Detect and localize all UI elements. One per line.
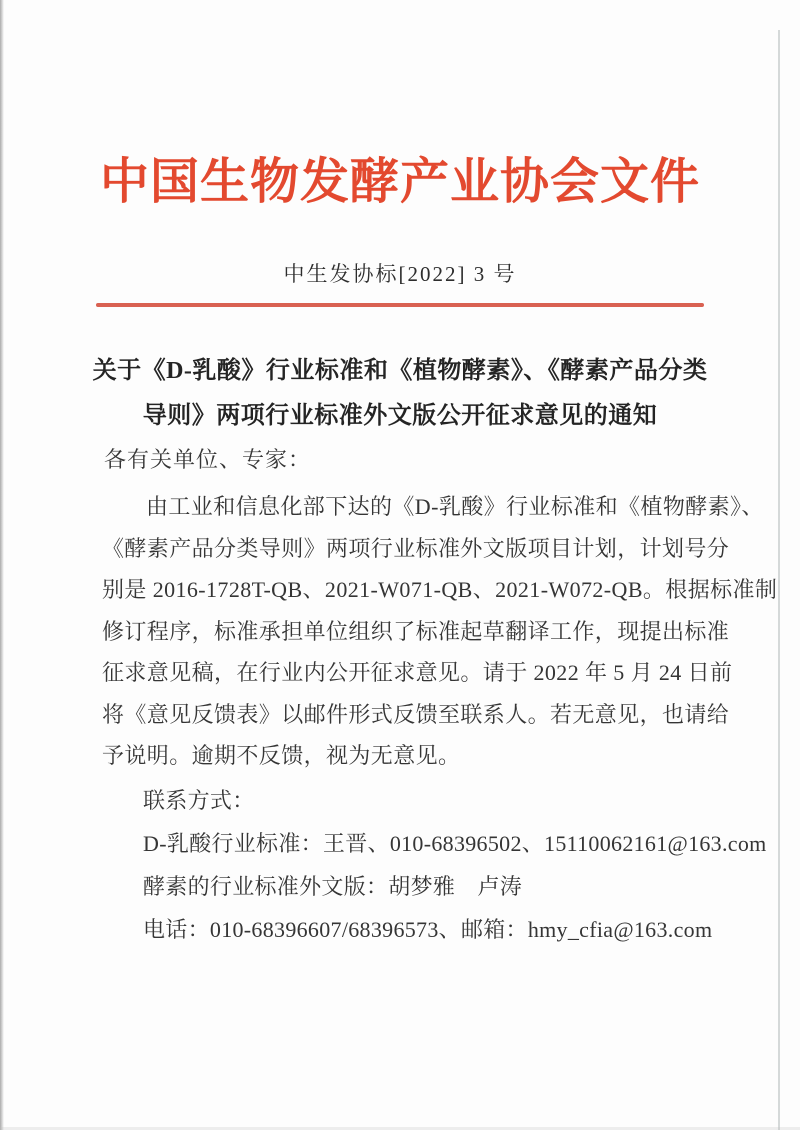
body-paragraph xyxy=(102,486,778,777)
paragraph-line: 由工业和信息化部下达的《D-乳酸》行业标准和《植物酵素》、 xyxy=(146,494,764,519)
contact-line: D-乳酸行业标准：王晋、010-68396502、15110062161@163.com xyxy=(143,831,767,856)
paragraph-line: 将《意见反馈表》以邮件形式反馈至联系人。若无意见，也请给 xyxy=(102,701,730,727)
organization-title: 中国生物发酵产业协会文件 xyxy=(99,154,700,209)
red-divider-rule xyxy=(96,303,704,307)
scan-edge-right xyxy=(778,30,780,1130)
notice-title-line: 关于《D-乳酸》行业标准和《植物酵素》、《酵素产品分类 xyxy=(92,358,708,384)
paragraph-line: 别是 2016-1728T-QB、2021-W071-QB、2021-W072-QB。根据标准制 xyxy=(102,577,778,602)
contact-line: 酵素的行业标准外文版：胡梦雅 卢涛 xyxy=(143,874,523,899)
paragraph-line: 修订程序，标准承担单位组织了标准起草翻译工作，现提出标准 xyxy=(102,618,730,644)
contact-line: 电话：010-68396607/68396573、邮箱：hmy_cfia@163.com xyxy=(143,917,713,942)
paragraph-line: 征求意见稿，在行业内公开征求意见。请于 2022 年 5 月 24 日前 xyxy=(102,660,733,685)
paragraph-line: 《酵素产品分类导则》两项行业标准外文版项目计划，计划号分 xyxy=(102,535,730,561)
contacts-heading: 联系方式： xyxy=(143,788,255,813)
document-number: 中生发协标[2022] 3 号 xyxy=(283,262,517,286)
salutation: 各有关单位、专家： xyxy=(104,447,312,472)
paragraph-line: 予说明。逾期不反馈，视为无意见。 xyxy=(102,743,461,768)
contact-block xyxy=(143,779,767,951)
notice-title-line: 导则》两项行业标准外文版公开征求意见的通知 xyxy=(142,403,658,429)
scan-edge-left xyxy=(0,0,4,1130)
notice-title xyxy=(50,349,750,439)
